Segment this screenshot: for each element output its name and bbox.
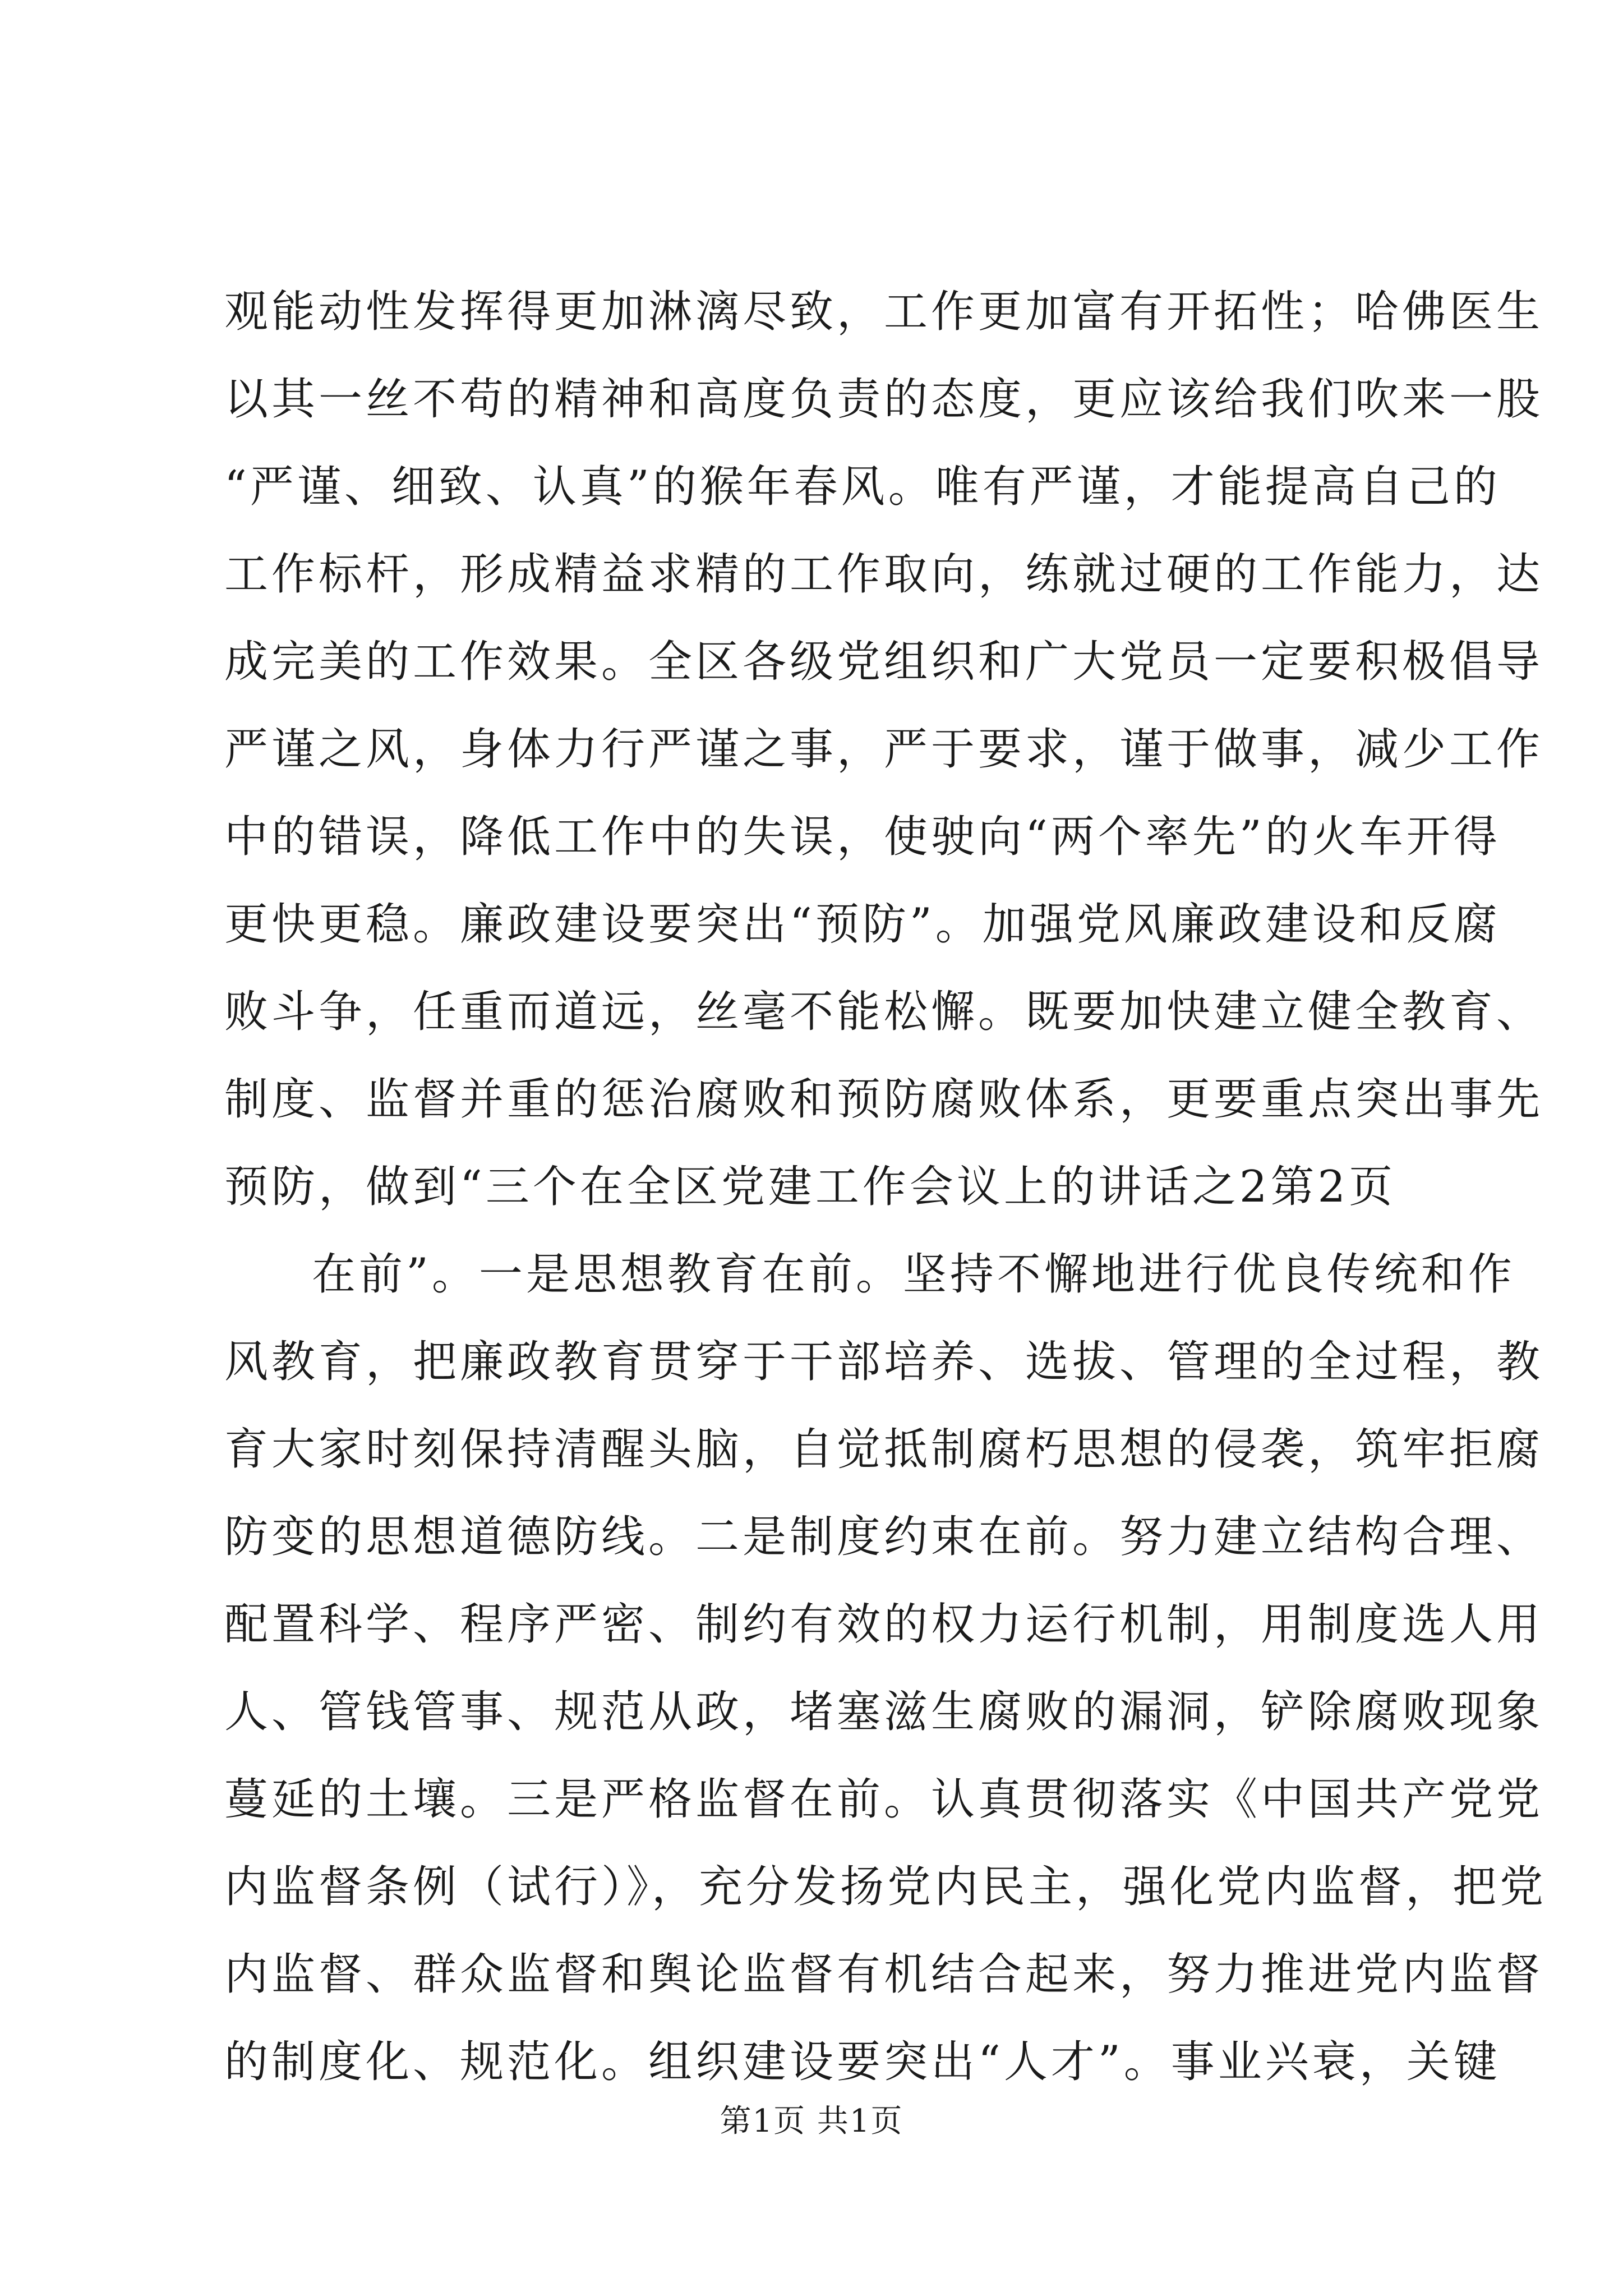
text-line: 严谨之风，身体力行严谨之事，严于要求，谨于做事，减少工作 xyxy=(224,724,1544,775)
text-line: 工作标杆，形成精益求精的工作取向，练就过硬的工作能力，达 xyxy=(224,549,1544,600)
text-line: 制度、监督并重的惩治腐败和预防腐败体系，更要重点突出事先 xyxy=(224,1074,1544,1125)
text-line: 更快更稳。廉政建设要突出“预防”。加强党风廉政建设和反腐 xyxy=(224,899,1501,950)
text-line: 败斗争，任重而道远，丝毫不能松懈。既要加快建立健全教育、 xyxy=(224,987,1544,1037)
text-line: 育大家时刻保持清醒头脑，自觉抵制腐朽思想的侵袭，筑牢拒腐 xyxy=(224,1424,1544,1475)
text-line: 预防，做到“三个在全区党建工作会议上的讲话之2第2页 xyxy=(224,1162,1396,1212)
text-line: 风教育，把廉政教育贯穿于干部培养、选拔、管理的全过程，教 xyxy=(224,1337,1544,1387)
text-line: “严谨、细致、认真”的猴年春风。唯有严谨，才能提高自己的 xyxy=(224,462,1501,512)
text-line: 内监督、群众监督和舆论监督有机结合起来，努力推进党内监督 xyxy=(224,1949,1544,2000)
text-line: 中的错误，降低工作中的失误，使驶向“两个率先”的火车开得 xyxy=(224,812,1501,862)
text-line: 防变的思想道德防线。二是制度约束在前。努力建立结构合理、 xyxy=(224,1512,1544,1562)
text-line: 人、管钱管事、规范从政，堵塞滋生腐败的漏洞，铲除腐败现象 xyxy=(224,1687,1544,1737)
text-line: 观能动性发挥得更加淋漓尽致，工作更加富有开拓性；哈佛医生 xyxy=(224,287,1544,337)
text-line: 蔓延的土壤。三是严格监督在前。认真贯彻落实《中国共产党党 xyxy=(224,1774,1544,1825)
text-line: 内监督条例（试行）》，充分发扬党内民主，强化党内监督，把党 xyxy=(224,1862,1547,1912)
text-line-indented: 在前”。一是思想教育在前。坚持不懈地进行优良传统和作 xyxy=(312,1249,1515,1300)
text-line: 以其一丝不苟的精神和高度负责的态度，更应该给我们吹来一股 xyxy=(224,374,1544,425)
page-footer: 第1页 共1页 xyxy=(720,2103,903,2139)
text-line: 配置科学、程序严密、制约有效的权力运行机制，用制度选人用 xyxy=(224,1599,1544,1650)
text-line: 成完美的工作效果。全区各级党组织和广大党员一定要积极倡导 xyxy=(224,637,1544,687)
body-text xyxy=(224,268,1547,2106)
text-line: 的制度化、规范化。组织建设要突出“人才”。事业兴衰，关键 xyxy=(224,2037,1501,2087)
